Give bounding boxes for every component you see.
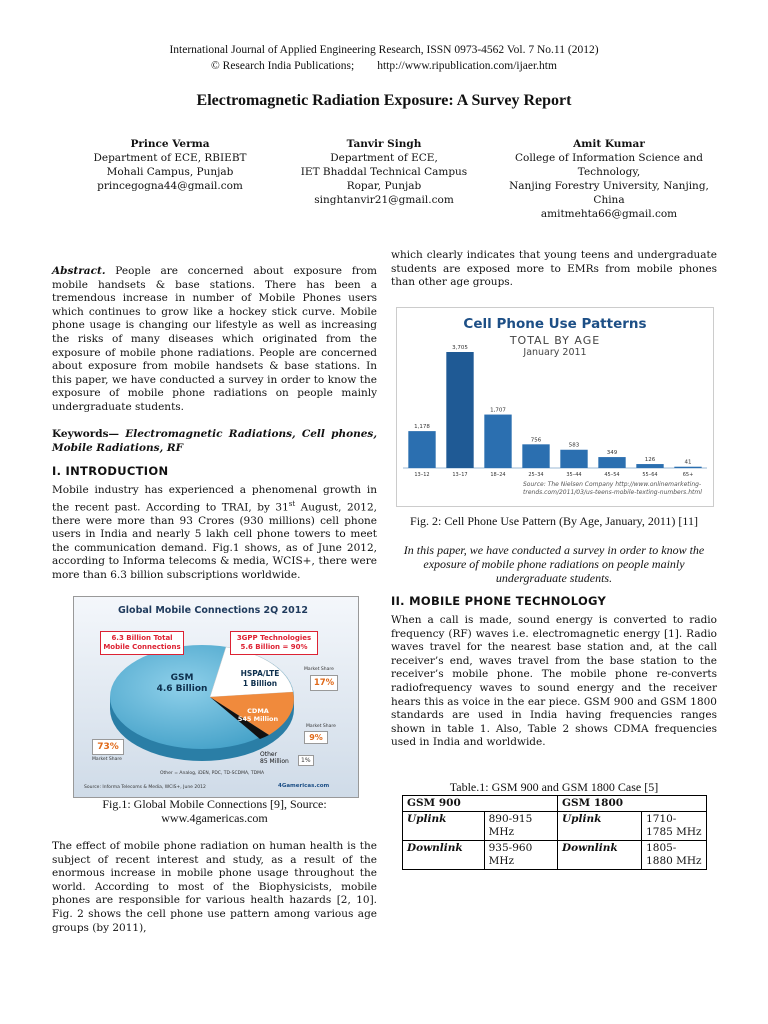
bar-value-label: 1,707 (490, 407, 506, 414)
bar-55–64 (636, 464, 663, 468)
bar-value-label: 41 (684, 459, 692, 466)
bar-value-label: 756 (530, 437, 542, 444)
keywords: Keywords— Electromagnetic Radiations, Cell phones, Mobile Radiations, RF (52, 428, 377, 454)
table-1-caption: Table.1: GSM 900 and GSM 1800 Case [5] (449, 780, 659, 794)
figure-1-global-mobile-connections: Global Mobile Connections 2Q 2012 6.3 Billion Total Mobile Connections 3GPP Technologies 5.6 Billion = 90% GSM 4.6 Billion HSPA/LTE 1 Billion CDMA 545 Million Market Share 17% Market Share 9% Other 85 Million 1% 73% Market Share Other = Analog, iDEN, PDC, TD-SCDMA, TDMA Source: Informa Telecoms & Media, WCIS+, June 2012 4Gamericas.com (73, 596, 359, 798)
bar-45–54 (598, 457, 625, 468)
section-2-text: When a call is made, sound energy is converted to radio frequency (RF) waves i.e. electromagnetic energy [1]. Radio waves travel for the nearest base station and, at the call receiver’s end, waves travel from the base station to the receiver’s mobile phone. The mobile phone re-converts radiofrequency waves to sound energy and the receiver hears this as voice in the ear piece. GSM 900 and GSM 1800 standards are used in India having frequencies ranges shown in table 1. Also, Table 2 shows CDMA frequencies used in India and worldwide. (391, 614, 717, 749)
bar-value-label: 1,178 (414, 424, 430, 431)
right-column-continuation: which clearly indicates that young teens and undergraduate students are exposed more to EMRs from mobile phones than other age groups. (391, 249, 717, 289)
intro-paragraph-2: The effect of mobile phone radiation on human health is the subject of recent interest and study, as a result of the enormous increase in mobile phone usage throughout the world. According to most of the Biophysicists, mobile phones are responsible for various health hazards [2, 10]. Fig. 2 shows the cell phone use pattern among various age groups (by 2011), (52, 840, 377, 934)
bar-value-label: 126 (644, 457, 656, 464)
section-1-heading: I. INTRODUCTION (52, 464, 169, 478)
bar-value-label: 3,705 (452, 345, 468, 351)
other-share: 1% (298, 755, 314, 766)
hspa-label: HSPA/LTE 1 Billion (240, 669, 280, 688)
table-row: Uplink 890-915 MHz Uplink 1710-1785 MHz (403, 812, 707, 841)
chart-plot (397, 308, 713, 506)
category-tick-label: 45–54 (604, 472, 620, 478)
fig1-pie-graphic (74, 597, 358, 797)
category-tick-label: 35–44 (566, 472, 582, 478)
table-1 (402, 795, 707, 870)
journal-url[interactable]: http://www.ripublication.com/ijaer.htm (377, 60, 557, 72)
figure-2-cell-phone-use-chart (396, 307, 714, 507)
journal-line: International Journal of Applied Engineering Research, ISSN 0973-4562 Vol. 7 No.11 (2012) (169, 44, 599, 56)
table-row: Downlink 935-960 MHz Downlink 1805-1880 MHz (403, 841, 707, 870)
fig1-source: Source: Informa Telecoms & Media, WCIS+, June 2012 (84, 785, 206, 790)
chart-title: Cell Phone Use Patterns (463, 316, 647, 332)
chart-source: Source: The Nielsen Company http://www.onlinemarketing- trends.com/2011/03/us-teens-mobile-texting-numbers.html (523, 481, 702, 496)
survey-statement: In this paper, we have conducted a survey in order to know the exposure of mobile phone radiations on people mainly undergraduate students. (403, 543, 705, 585)
intro-paragraph-1: Mobile industry has experienced a phenomenal growth in the recent past. According to TRAI, by 31st August, 2012, there were more than 93 Crores (930 millions) cell phone users in India and nearly 5 lakh cell phone towers to meet the communication demand. Fig.1 shows, as of June 2012, according to Informa telecoms & media, WCIS+, there were more than 6.3 billion subscriptions worldwide. (52, 484, 377, 582)
category-tick-label: 55–64 (642, 472, 658, 478)
4gamericas-logo: 4Gamericas.com (278, 783, 330, 789)
3gpp-box: 3GPP Technologies 5.6 Billion = 90% (230, 631, 318, 655)
bar-13–17 (446, 352, 473, 468)
table-header-gsm900: GSM 900 (403, 796, 558, 812)
cdma-label: CDMA 545 Million (237, 707, 279, 723)
fig1-title: Global Mobile Connections 2Q 2012 (118, 605, 308, 616)
fig1-footnote: Other = Analog, iDEN, PDC, TD-SCDMA, TDMA (160, 771, 265, 776)
chart-date: January 2011 (523, 347, 587, 358)
bar-65+ (674, 467, 701, 468)
abstract-label: Abstract. (52, 265, 106, 277)
bar-25–34 (522, 444, 549, 468)
journal-header (0, 42, 768, 74)
bar-35–44 (560, 450, 587, 468)
section-2-heading: II. MOBILE PHONE TECHNOLOGY (391, 594, 607, 608)
publisher-line: © Research India Publications; http://www.ripublication.com/ijaer.htm (211, 60, 557, 72)
figure-1-caption: Fig.1: Global Mobile Connections [9], Source: www.4gamericas.com (52, 797, 377, 825)
chart-subtitle: TOTAL BY AGE (509, 334, 601, 347)
category-tick-label: 13–17 (452, 472, 468, 478)
bar-18–24 (484, 415, 511, 468)
bar-13–12 (408, 431, 435, 468)
total-connections-box: 6.3 Billion Total Mobile Connections (100, 631, 184, 655)
category-tick-label: 25–34 (528, 472, 544, 478)
category-tick-label: 65+ (682, 472, 694, 478)
bar-value-label: 583 (568, 442, 580, 449)
table-header-gsm1800: GSM 1800 (558, 796, 707, 812)
paper-title: Electromagnetic Radiation Exposure: A Survey Report (196, 92, 572, 109)
other-label: Other 85 Million (260, 751, 289, 765)
hspa-share: 17% (310, 675, 338, 691)
bar-value-label: 349 (606, 450, 618, 457)
author-3: Amit Kumar College of Information Science and Technology, Nanjing Forestry University, Nanjing, China amitmehta66@gmail.com (509, 138, 709, 220)
author-1: Prince Verma Department of ECE, RBIEBT Mohali Campus, Punjab princegogna44@gmail.com (93, 138, 247, 192)
figure-2-caption: Fig. 2: Cell Phone Use Pattern (By Age, January, 2011) [11] (410, 514, 698, 528)
abstract: Abstract. People are concerned about exposure from mobile handsets & base stations. There has been a tremendous increase in number of Mobile Phones users which continues to grow like a hockey stick curve. Mobile phone usage is changing our lifestyle as well as increasing the risks of many diseases which originated from the exposure of mobile phone radiations. People are concerned about exposure from mobile handsets & base stations. In this paper, we have conducted a survey in order to know the exposure of mobile phone radiations on people mainly undergraduate students. (52, 265, 377, 413)
category-tick-label: 13–12 (414, 472, 430, 478)
table-row (403, 796, 707, 812)
category-tick-label: 18–24 (490, 472, 506, 478)
figure-1-source-url[interactable]: www.4gamericas.com (161, 811, 268, 825)
author-2: Tanvir Singh Department of ECE, IET Bhaddal Technical Campus Ropar, Punjab singhtanvir21@gmail.com (300, 138, 468, 206)
gsm-label: GSM 4.6 Billion (156, 673, 208, 694)
cdma-share: 9% (304, 731, 328, 744)
gsm-share: 73% (92, 739, 124, 755)
